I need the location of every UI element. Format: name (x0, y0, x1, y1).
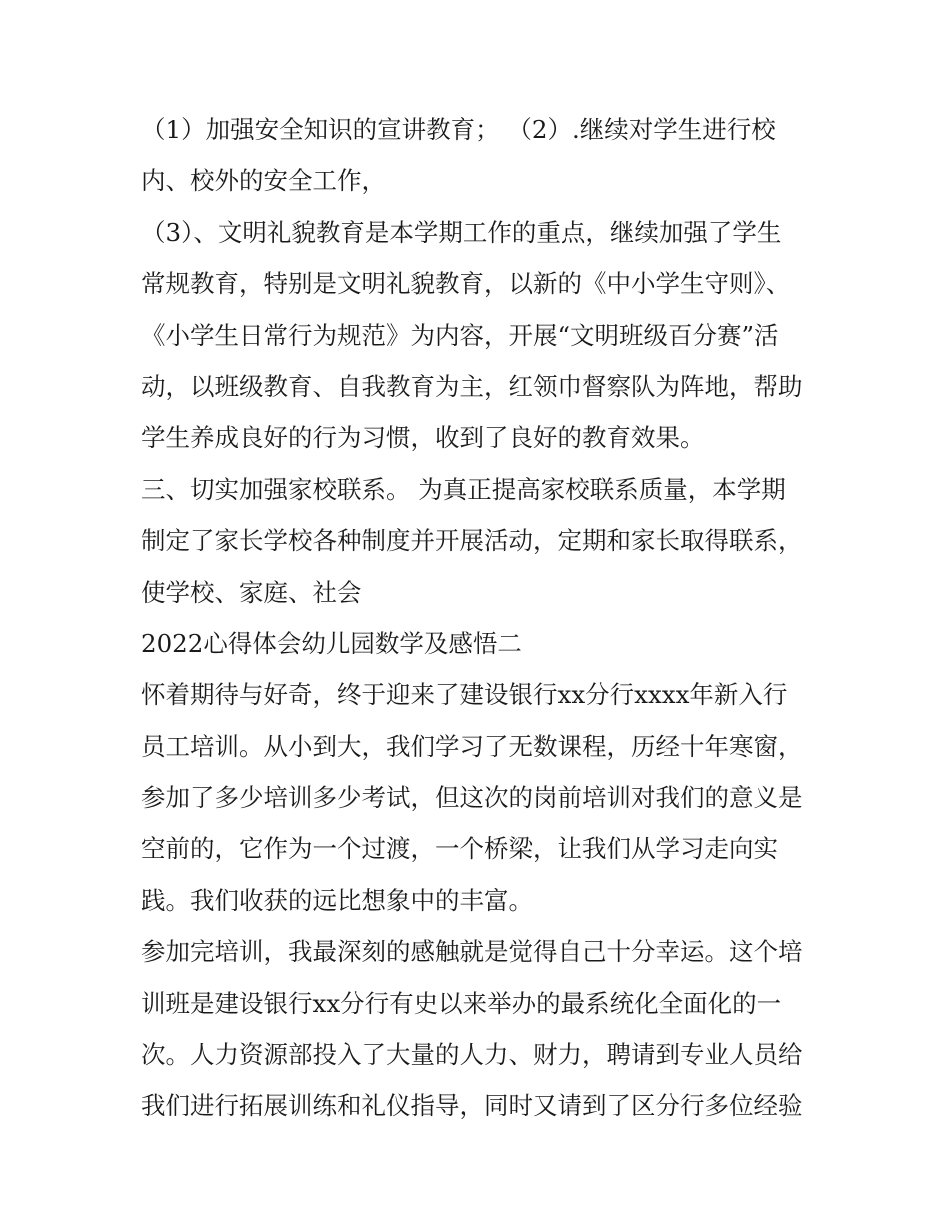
text-line: （1）加强安全知识的宣讲教育； （2）.继续对学生进行校 (141, 115, 776, 144)
text-line: 《小学生日常行为规范》为内容，开展“文明班级百分赛”活 (141, 320, 779, 350)
text-line: （3）、文明礼貌教育是本学期工作的重点，继续加强了学生 (141, 217, 782, 247)
text-line: 员工培训。从小到大，我们学习了无数课程，历经十年寒窗， (141, 731, 803, 761)
text-line: 践。我们收获的远比想象中的丰富。 (141, 885, 533, 915)
text-line: 常规教育，特别是文明礼貌教育，以新的《中小学生守则》、 (141, 269, 791, 299)
text-line: 训班是建设银行xx分行有史以来举办的最系统化全面化的一 (141, 988, 782, 1018)
article-title: 2022心得体会幼儿园数学及感悟二 (141, 628, 522, 658)
text-line: 参加了多少培训多少考试，但这次的岗前培训对我们的意义是 (141, 783, 803, 813)
text-line: 动，以班级教育、自我教育为主，红领巾督察队为阵地，帮助 (141, 371, 803, 401)
document-body (141, 104, 821, 1132)
text-line: 使学校、家庭、社会 (141, 577, 362, 607)
text-line: 次。人力资源部投入了大量的人力、财力，聘请到专业人员给 (141, 1040, 803, 1070)
text-line: 内、校外的安全工作， (141, 166, 386, 196)
text-line: 制定了家长学校各种制度并开展活动，定期和家长取得联系， (141, 526, 803, 556)
text-line: 怀着期待与好奇，终于迎来了建设银行xx分行xxxx年新入行 (141, 680, 788, 710)
section-heading-line: 三、切实加强家校联系。 为真正提高家校联系质量，本学期 (141, 474, 786, 504)
text-line: 我们进行拓展训练和礼仪指导，同时又请到了区分行多位经验 (141, 1091, 803, 1121)
text-line: 学生养成良好的行为习惯，收到了良好的教育效果。 (141, 423, 705, 453)
text-line: 参加完培训，我最深刻的感触就是觉得自己十分幸运。这个培 (141, 937, 803, 967)
text-line: 空前的，它作为一个过渡，一个桥梁，让我们从学习走向实 (141, 834, 778, 864)
